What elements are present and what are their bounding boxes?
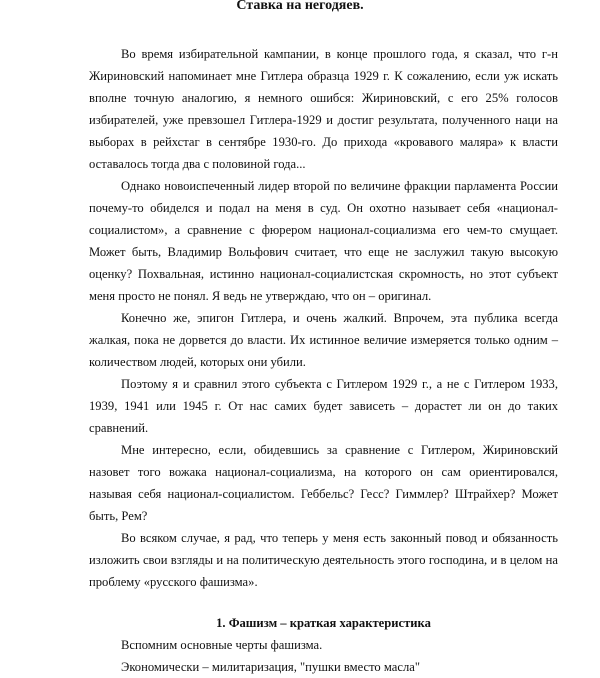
- paragraph: Экономически – милитаризация, "пушки вместо масла": [121, 660, 420, 674]
- section-heading: 1. Фашизм – краткая характеристика: [216, 616, 431, 630]
- paragraph: Конечно же, эпигон Гитлера, и очень жалкий. Впрочем, эта публика всегда жалкая, пока не дорвется до власти. Их истинное величие измеряется только одним – количеством людей, которых они убили.: [89, 311, 558, 369]
- paragraph: Во всяком случае, я рад, что теперь у меня есть законный повод и обязанность изложить свои взгляды и на политическую деятельность этого господина, и в целом на проблему «русского фашизма».: [89, 531, 558, 589]
- document-title: Ставка на негодяев.: [236, 0, 364, 13]
- paragraph: Вспомним основные черты фашизма.: [121, 638, 323, 652]
- paragraph: Во время избирательной кампании, в конце прошлого года, я сказал, что г-н Жириновский напоминает мне Гитлера образца 1929 г. К сожалению, если уж искать вполне точную аналогию, я немного ошибся: Жириновский, с его 25% голосов избирателей, уже превзошел Гитлера-1929 и достиг результата, полученного наци на выборах в рейхстаг в сентябре 1930-го. До прихода «кровавого маляра» к власти оставалось тогда два с половиной года...: [89, 47, 558, 171]
- paragraph: Поэтому я и сравнил этого субъекта с Гитлером 1929 г., а не с Гитлером 1933, 1939, 1941 или 1945 г. От нас самих будет зависеть – дорастет ли он до таких сравнений.: [89, 377, 558, 435]
- document-body: [89, 43, 558, 678]
- paragraph: Однако новоиспеченный лидер второй по величине фракции парламента России почему-то обиделся и подал на меня в суд. Он охотно называет себя «национал-социалистом», а сравнение с фюрером национал-социализма его чем-то смущает. Может быть, Владимир Вольфович считает, что еще не заслужил такую высокую оценку? Похвальная, истинно национал-социалистская скромность, но этот субъект меня просто не понял. Я ведь не утверждаю, что он – оригинал.: [89, 179, 558, 303]
- paragraph: Мне интересно, если, обидевшись за сравнение с Гитлером, Жириновский назовет того вожака национал-социализма, на которого он сам ориентировался, называя себя национал-социалистом. Геббельс? Гесс? Гиммлер? Штрайхер? Может быть, Рем?: [89, 443, 558, 523]
